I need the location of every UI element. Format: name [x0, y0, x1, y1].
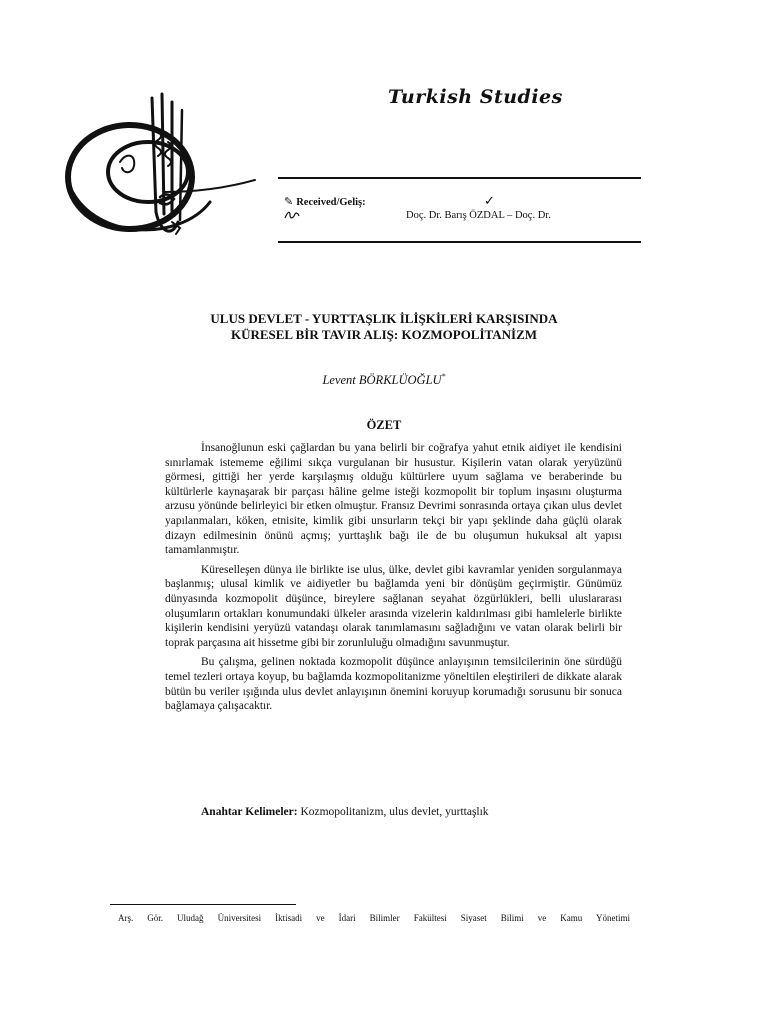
abstract-paragraph-2: Küreselleşen dünya ile birlikte ise ulus, ülke, devlet gibi kavramlar yeniden sorgulanmaya başlanmış; ulusal kimlik ve aidiyetler bu bağlamda yeni bir dönüşüm geçirmiştir. Günümüz dünyasında kozmopolit düşünce, bireylere sağlanan seyahat özgürlükleri, belli uluslararası oluşumların ortakları konumundaki ülkeler arasında vizelerin kaldırılması gibi hamlelerle birlikte kişilerin kendisini yeryüzü vatandaşı olarak tanımlamasını sağladığını ve vatan olarak belirli bir toprak parçasına ait hissetme gibi bir zorunluluğu olmadığını savunmuştur.	[165, 563, 622, 649]
title-line-2: KÜRESEL BİR TAVIR ALIŞ: KOZMOPOLİTANİZM	[230, 327, 538, 342]
abstract-body	[165, 441, 622, 719]
footnote-divider	[110, 904, 296, 905]
journal-title: Turkish Studies	[388, 86, 563, 108]
submission-info-box	[278, 177, 641, 243]
keywords-label: Anahtar Kelimeler:	[201, 806, 298, 818]
abstract-paragraph-3: Bu çalışma, gelinen noktada kozmopolit düşünce anlayışının temsilcilerinin öne sürdüğü temel tezleri ortaya koyup, bu bağlamda kozmopolitanizme yöneltilen eleştirileri de dikkate alarak bütün bu veriler ışığında ulus devlet anlayışının önemini koruyup korumadığı sorusunu bir sonuca bağlamaya çalışacaktır.	[165, 656, 622, 713]
footnote: Arş. Gör. Uludağ Üniversitesi İktisadi ve İdari Bilimler Fakültesi Siyaset Bilimi ve Kamu Yönetimi	[118, 913, 630, 923]
pencil-icon: ✎	[284, 196, 294, 208]
abstract-paragraph-1: İnsanoğlunun eski çağlardan bu yana belirli bir coğrafya yahut etnik aidiyet ile kendisini sınırlamak istememe eğilimi sıkça vurgulanan bir husustur. Kişilerin vatan olarak yeryüzünü görmesi, gittiği her yerde karşılaşmış olduğu kültürlere uyum sağlama ve beraberinde bu kültürlerle kaynaşarak bir parçası hâline gelme isteği kozmopolit bir toplum inşasını oluşturma arzusu yönünde belirleyici bir etken olmuştur. Fransız Devrimi sonrasında ortaya çıkan ulus devlet yapılanmaları, köken, etnisite, kimlik gibi unsurların tekçi bir yapı şeklinde daha güçlü olarak dizayn edilmesinin önünü açmış; yurttaşlık bağı ile de bu oluşumun hukuksal alt yapısı tamamlanmıştır.	[165, 442, 622, 557]
tughra-logo-icon	[60, 92, 260, 252]
abstract-heading: ÖZET	[366, 418, 402, 432]
received-row	[284, 195, 366, 208]
article-title	[0, 311, 768, 343]
title-line-1: ULUS DEVLET - YURTTAŞLIK İLİŞKİLERİ KARŞISINDA	[210, 311, 558, 326]
author-footnote-marker: *	[441, 372, 446, 381]
editors-text: Doç. Dr. Barış ÖZDAL – Doç. Dr.	[406, 210, 551, 221]
received-label: Received/Geliş:	[296, 197, 366, 208]
keywords-line	[201, 806, 489, 818]
author-name	[0, 372, 768, 388]
author-text: Levent BÖRKLÜOĞLU	[322, 373, 442, 388]
editor-row	[284, 210, 300, 223]
signature-icon	[284, 212, 300, 223]
checkmark-icon: ✓	[484, 193, 495, 208]
keywords-text: Kozmopolitanizm, ulus devlet, yurttaşlık	[300, 806, 489, 818]
